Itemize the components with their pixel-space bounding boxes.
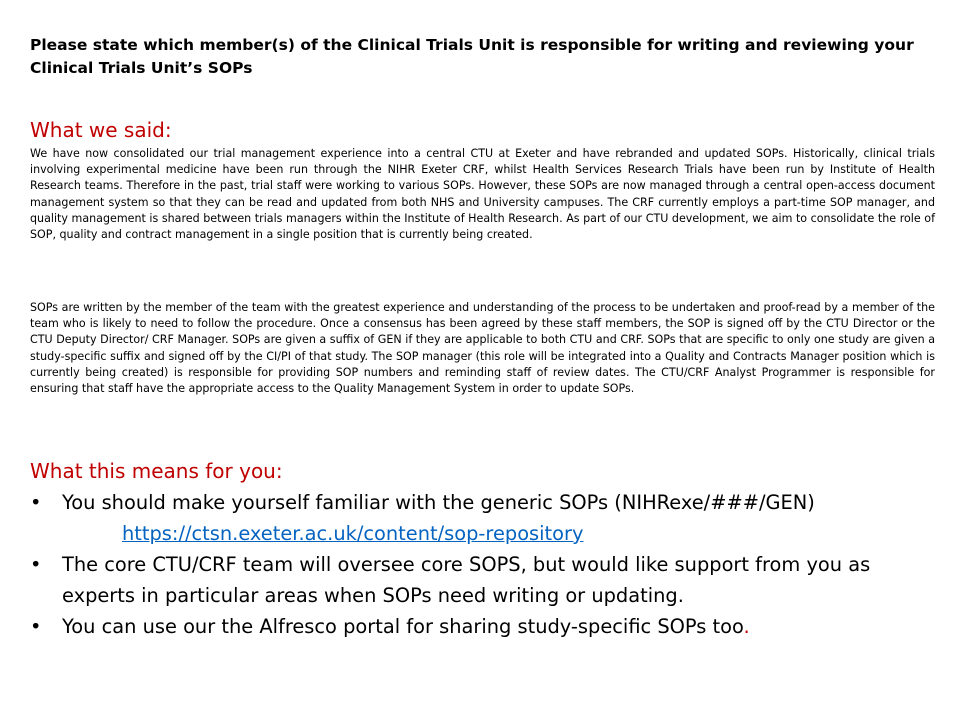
trailing-period: . (743, 615, 750, 638)
list-item (30, 487, 942, 549)
link-line (62, 518, 942, 549)
list-item (30, 549, 942, 611)
list-item (30, 611, 942, 642)
what-we-said-paragraph-2: SOPs are written by the member of the team with the greatest experience and understanding of the process to be undertaken and proof-read by a member of the team who is likely to need to follow the procedure. Once a consensus has been agreed by these staff members, the SOP is signed off by the CTU Director or the CTU Deputy Director/ CRF Manager. SOPs are given a suffix of GEN if they are applicable to both CTU and CRF. SOPs that are specific to only one study are given a study-specific suffix and signed off by the CI/PI of that study. The SOP manager (this role will be integrated into a Quality and Contracts Manager position which is currently being created) is responsible for providing SOP numbers and reminding staff of review dates. The CTU/CRF Analyst Programmer is responsible for ensuring that staff have the appropriate access to the Quality Management System in order to update SOPs. (30, 301, 935, 396)
what-we-said-heading: What we said: (30, 118, 172, 142)
what-this-means-heading: What this means for you: (30, 459, 283, 483)
bullet-icon: • (30, 615, 42, 638)
what-this-means-list (30, 487, 942, 642)
what-we-said-paragraph-1: We have now consolidated our trial management experience into a central CTU at Exeter and have rebranded and updated SOPs. Historically, clinical trials involving experimental medicine have been run through the NIHR Exeter CRF, whilst Health Services Research Trials have been run by Institute of Health Research teams. Therefore in the past, trial staff were working to various SOPs. However, these SOPs are now managed through a central open-access document management system so that they can be read and updated from both NHS and University campuses. The CRF currently employs a part-time SOP manager, and quality management is shared between trials managers within the Institute of Health Research. As part of our CTU development, we aim to consolidate the role of SOP, quality and contract management in a single position that is currently being created. (30, 147, 935, 242)
bullet-icon: • (30, 491, 42, 514)
bullet-icon: • (30, 553, 42, 576)
bullet-text-alfresco: You can use our the Alfresco portal for sharing study-specific SOPs too (62, 615, 744, 638)
bullet-text-core-team: The core CTU/CRF team will oversee core SOPS, but would like support from you as experts in particular areas when SOPs need writing or updating. (62, 553, 871, 607)
sop-repository-link[interactable]: https://ctsn.exeter.ac.uk/content/sop-repository (122, 522, 584, 545)
bullet-text-generic-sops: You should make yourself familiar with the generic SOPs (NIHRexe/###/GEN) (62, 491, 815, 514)
survey-question: Please state which member(s) of the Clinical Trials Unit is responsible for writing and reviewing your Clinical Trials Unit’s SOPs (30, 36, 914, 77)
